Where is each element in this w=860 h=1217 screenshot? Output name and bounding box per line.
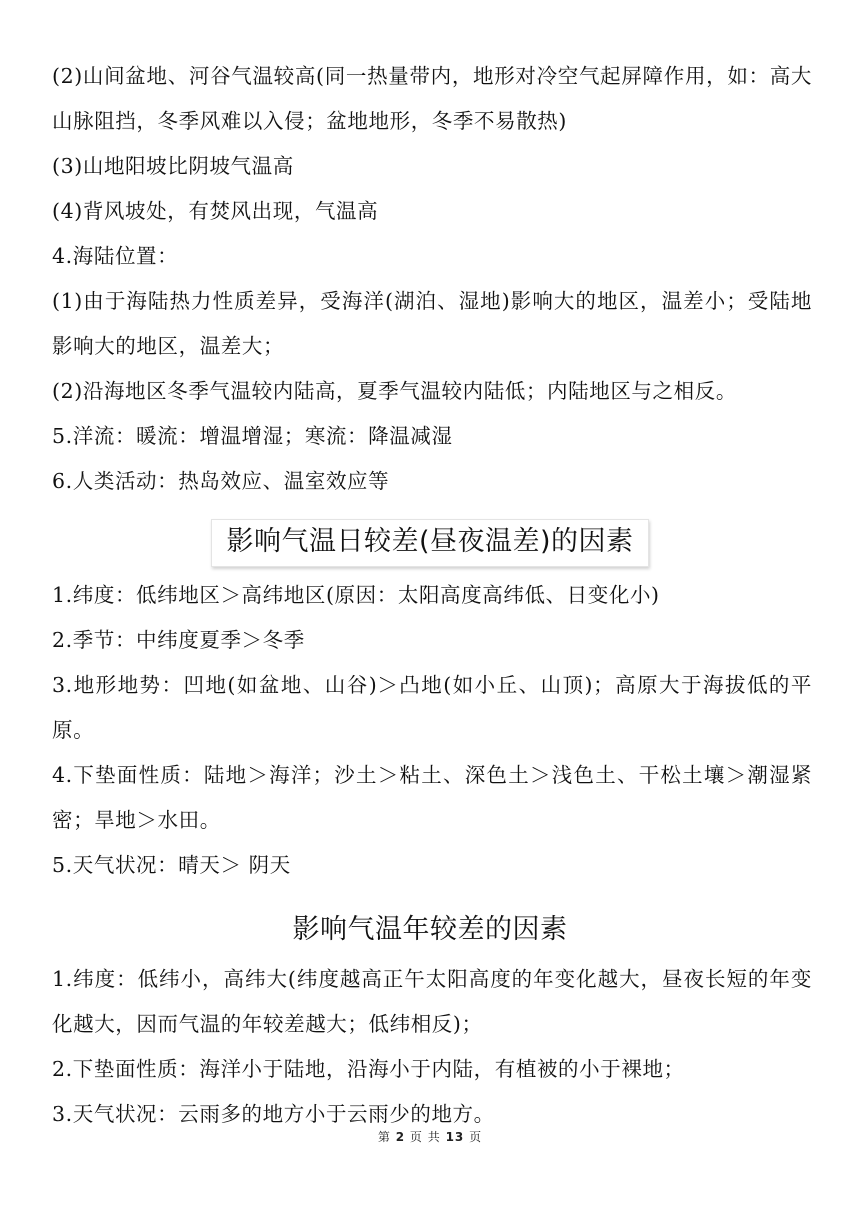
daily-item-latitude: 1.纬度：低纬地区＞高纬地区(原因：太阳高度高纬低、日变化小) bbox=[52, 583, 660, 607]
paragraph-land-sea-heading: 4.海陆位置： bbox=[52, 244, 179, 268]
paragraph-sunny-slope: (3)山地阳坡比阴坡气温高 bbox=[52, 154, 294, 178]
page-number-footer bbox=[0, 1128, 860, 1146]
paragraph-human-activity: 6.人类活动：热岛效应、温室效应等 bbox=[52, 469, 390, 493]
paragraph-leeward-slope: (4)背风坡处，有焚风出现，气温高 bbox=[52, 199, 379, 223]
footer-suffix: 页 bbox=[469, 1130, 483, 1144]
paragraph-ocean-currents: 5.洋流：暖流：增温增湿；寒流：降温减湿 bbox=[52, 424, 453, 448]
footer-current-page: 2 bbox=[395, 1130, 406, 1144]
paragraph-basin-valley: (2)山间盆地、河谷气温较高(同一热量带内，地形对冷空气起屏障作用，如：高大山脉阻挡，冬季风难以入侵；盆地地形，冬季不易散热) bbox=[52, 64, 812, 133]
section-heading-annual-range: 影响气温年较差的因素 bbox=[292, 914, 568, 945]
annual-item-latitude: 1.纬度：低纬小，高纬大(纬度越高正午太阳高度的年变化越大，昼夜长短的年变化越大，因而气温的年较差越大；低纬相反)； bbox=[52, 967, 812, 1036]
daily-item-surface: 4.下垫面性质：陆地＞海洋；沙土＞粘土、深色土＞浅色土、干松土壤＞潮湿紧密；旱地＞水田。 bbox=[52, 763, 812, 832]
annual-item-weather: 3.天气状况：云雨多的地方小于云雨少的地方。 bbox=[52, 1102, 495, 1126]
footer-middle: 页 共 bbox=[409, 1130, 441, 1144]
section-heading-daily-range-text: 影响气温日较差(昼夜温差)的因素 bbox=[211, 519, 648, 567]
daily-item-season: 2.季节：中纬度夏季＞冬季 bbox=[52, 628, 305, 652]
paragraph-coastal-inland: (2)沿海地区冬季气温较内陆高，夏季气温较内陆低；内陆地区与之相反。 bbox=[52, 379, 737, 403]
daily-item-terrain: 3.地形地势：凹地(如盆地、山谷)＞凸地(如小丘、山顶)；高原大于海拔低的平原。 bbox=[52, 673, 812, 742]
footer-prefix: 第 bbox=[377, 1130, 391, 1144]
paragraph-land-sea-difference: (1)由于海陆热力性质差异，受海洋(湖泊、湿地)影响大的地区，温差小；受陆地影响大的地区，温差大； bbox=[52, 289, 812, 358]
daily-item-weather: 5.天气状况：晴天＞ 阴天 bbox=[52, 853, 291, 877]
footer-total-pages: 13 bbox=[445, 1130, 465, 1144]
section-heading-daily-range bbox=[0, 519, 860, 567]
annual-item-surface: 2.下垫面性质：海洋小于陆地，沿海小于内陆，有植被的小于裸地； bbox=[52, 1057, 685, 1081]
